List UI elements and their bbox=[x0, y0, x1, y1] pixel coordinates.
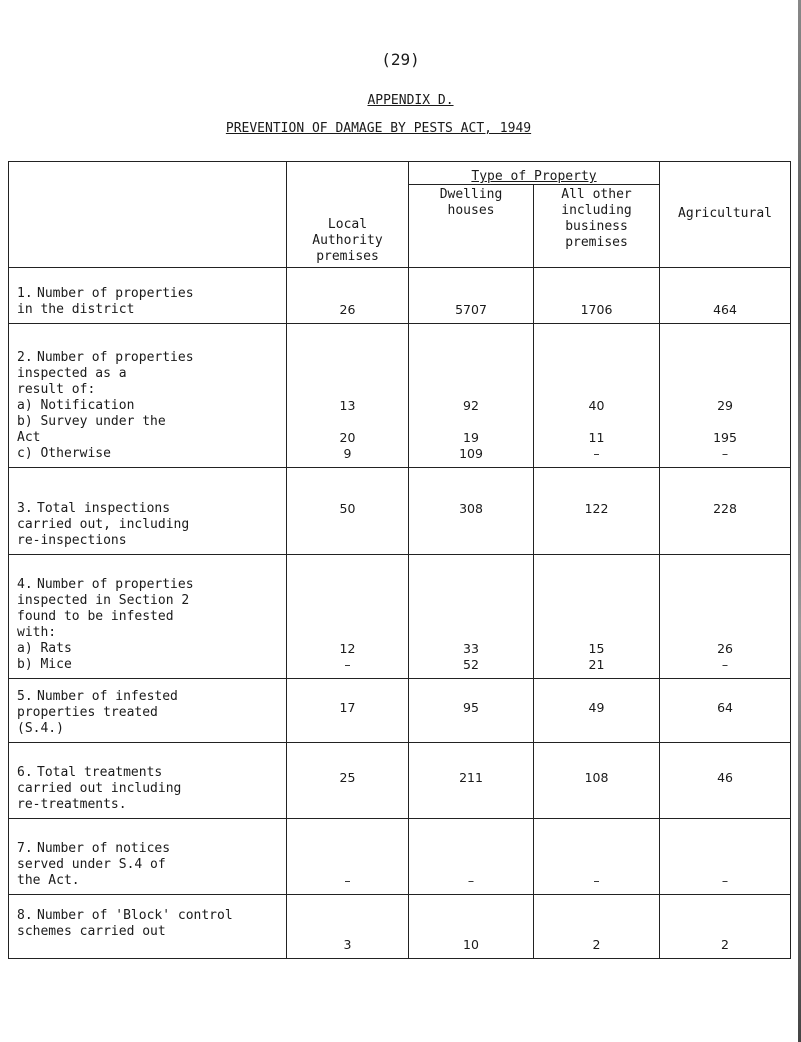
col-header-local-authority: Local Authority premises bbox=[287, 162, 409, 268]
cell-other: 108 bbox=[534, 743, 660, 819]
cell-dwelling: – bbox=[409, 819, 534, 895]
pests-act-table bbox=[8, 161, 791, 959]
row-number: 7. bbox=[17, 841, 33, 856]
cell-dwelling: 10 bbox=[409, 895, 534, 959]
cell-dwelling: 92 19 109 bbox=[409, 324, 534, 468]
cell-other: 49 bbox=[534, 679, 660, 743]
row-label bbox=[9, 819, 287, 895]
row-label-text: Number of properties inspected as a result of: a) Notification b) Survey under the Act c) Otherwise bbox=[17, 350, 194, 461]
table-row bbox=[9, 324, 791, 468]
cell-agricultural: 2 bbox=[660, 895, 791, 959]
cell-dwelling: 33 52 bbox=[409, 555, 534, 679]
row-number: 2. bbox=[17, 350, 33, 365]
cell-other: – bbox=[534, 819, 660, 895]
table-row bbox=[9, 268, 791, 324]
row-label-text: Total inspections carried out, including re-inspections bbox=[17, 501, 190, 548]
row-number: 6. bbox=[17, 765, 33, 780]
cell-local: 17 bbox=[287, 679, 409, 743]
row-label bbox=[9, 268, 287, 324]
act-title bbox=[0, 121, 779, 136]
cell-other: 40 11 – bbox=[534, 324, 660, 468]
row-label bbox=[9, 743, 287, 819]
row-label-text: Number of 'Block' control schemes carried out bbox=[17, 908, 233, 939]
col-header-other: All other including business premises bbox=[534, 185, 660, 268]
cell-local: 50 bbox=[287, 468, 409, 555]
col-header-agricultural: Agricultural bbox=[660, 162, 791, 268]
page-number: (29) bbox=[381, 50, 420, 69]
blank-header-cell bbox=[9, 162, 287, 268]
cell-agricultural: 464 bbox=[660, 268, 791, 324]
cell-dwelling: 211 bbox=[409, 743, 534, 819]
appendix-title bbox=[10, 93, 801, 108]
cell-agricultural: 228 bbox=[660, 468, 791, 555]
cell-dwelling: 308 bbox=[409, 468, 534, 555]
table-row bbox=[9, 743, 791, 819]
col-group-header-type-of-property: Type of Property bbox=[409, 162, 660, 185]
cell-local: 13 20 9 bbox=[287, 324, 409, 468]
row-label-text: Number of notices served under S.4 of the Act. bbox=[17, 841, 171, 888]
row-label-text: Total treatments carried out including re-treatments. bbox=[17, 765, 182, 812]
row-label bbox=[9, 324, 287, 468]
cell-other: 1706 bbox=[534, 268, 660, 324]
cell-other: 122 bbox=[534, 468, 660, 555]
row-label-text: Number of properties inspected in Section 2 found to be infested with: a) Rats b) Mice bbox=[17, 577, 194, 672]
cell-local: – bbox=[287, 819, 409, 895]
act-title-text: PREVENTION OF DAMAGE BY PESTS ACT, 1949 bbox=[225, 121, 532, 136]
row-number: 4. bbox=[17, 577, 33, 592]
row-label bbox=[9, 468, 287, 555]
cell-agricultural: 29 195 – bbox=[660, 324, 791, 468]
cell-other: 15 21 bbox=[534, 555, 660, 679]
cell-agricultural: 64 bbox=[660, 679, 791, 743]
row-number: 5. bbox=[17, 689, 33, 704]
cell-dwelling: 95 bbox=[409, 679, 534, 743]
cell-local: 3 bbox=[287, 895, 409, 959]
row-label bbox=[9, 895, 287, 959]
row-number: 3. bbox=[17, 501, 33, 516]
cell-other: 2 bbox=[534, 895, 660, 959]
cell-agricultural: – bbox=[660, 819, 791, 895]
header-row-group bbox=[9, 162, 791, 185]
col-header-dwelling: Dwelling houses bbox=[409, 185, 534, 268]
row-number: 1. bbox=[17, 286, 33, 301]
appendix-title-text: APPENDIX D. bbox=[367, 93, 454, 108]
row-number: 8. bbox=[17, 908, 33, 923]
cell-local: 25 bbox=[287, 743, 409, 819]
table-row bbox=[9, 819, 791, 895]
table-row bbox=[9, 555, 791, 679]
cell-dwelling: 5707 bbox=[409, 268, 534, 324]
row-label bbox=[9, 555, 287, 679]
table-row bbox=[9, 468, 791, 555]
row-label-text: Number of infested properties treated (S.4.) bbox=[17, 689, 178, 736]
row-label-text: Number of properties in the district bbox=[17, 286, 194, 317]
cell-agricultural: 46 bbox=[660, 743, 791, 819]
row-label bbox=[9, 679, 287, 743]
cell-agricultural: 26 – bbox=[660, 555, 791, 679]
cell-local: 26 bbox=[287, 268, 409, 324]
cell-local: 12 – bbox=[287, 555, 409, 679]
table-row bbox=[9, 895, 791, 959]
table-row bbox=[9, 679, 791, 743]
